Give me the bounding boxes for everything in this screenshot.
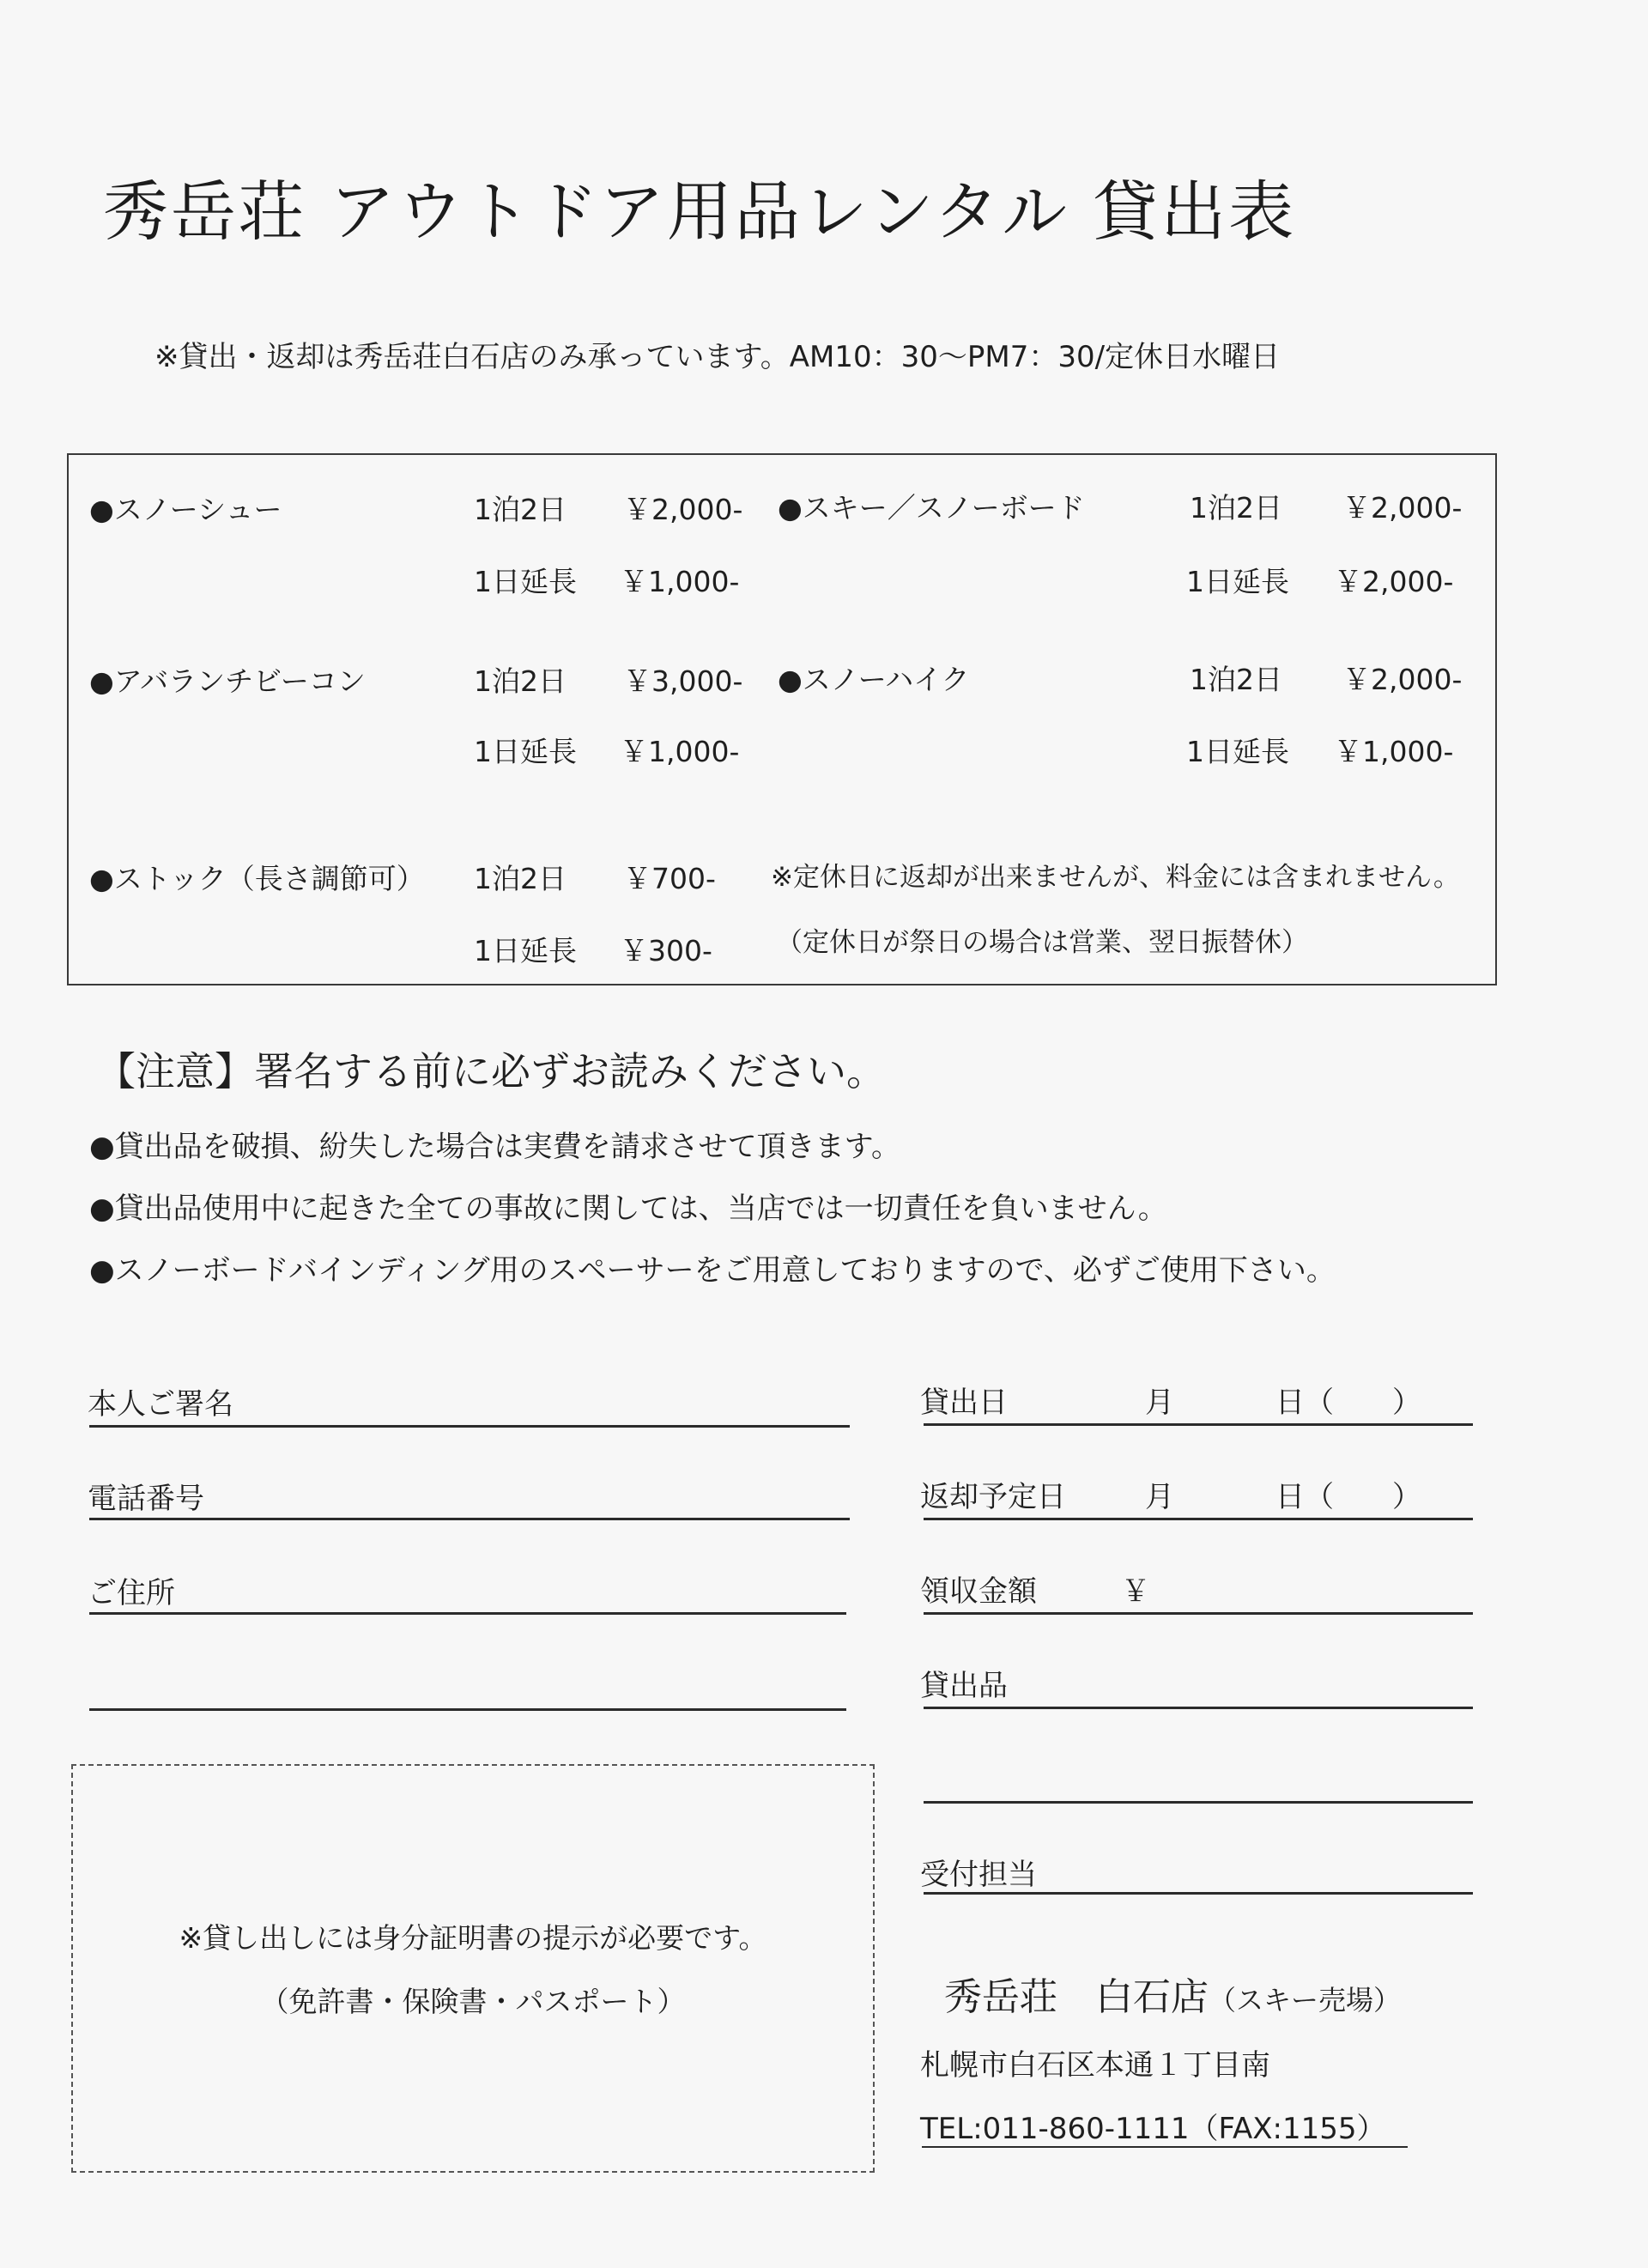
address-line[interactable]: [89, 1612, 846, 1615]
tel-underline: [922, 2146, 1408, 2148]
item-ski-price2: ￥2,000-: [1334, 565, 1454, 598]
staff-line[interactable]: [924, 1892, 1473, 1895]
holiday-note-detail: （定休日が祭日の場合は営業、翌日振替休）: [776, 927, 1308, 958]
item-stock-price2: ￥300-: [620, 934, 712, 967]
caution-item: ●スノーボードバインディング用のスペーサーをご用意しておりますので、必ずご使用下さい。: [89, 1253, 1336, 1288]
rental-items-line-2[interactable]: [924, 1801, 1473, 1804]
rental-items-label: 貸出品: [920, 1669, 1008, 1703]
rental-date-label: 貸出日: [920, 1386, 1008, 1420]
phone-line[interactable]: [89, 1518, 850, 1520]
item-snowshoe-name: ●スノーシュー: [89, 493, 282, 526]
signature-label: 本人ご署名: [88, 1387, 233, 1422]
return-date-line[interactable]: [924, 1518, 1473, 1520]
rental-items-line[interactable]: [924, 1707, 1473, 1709]
shop-dept: （スキー売場）: [1209, 1984, 1402, 2016]
item-beacon-price1: ￥3,000-: [623, 664, 743, 698]
item-stock-period1: 1泊2日: [474, 862, 566, 895]
item-snowshoe-period2: 1日延長: [474, 565, 577, 598]
caution-item: ●貸出品を破損、紛失した場合は実費を請求させて頂きます。: [89, 1130, 900, 1164]
item-stock-period2: 1日延長: [474, 934, 577, 967]
page-title: 秀岳荘 アウトドア用品レンタル 貸出表: [103, 173, 1297, 250]
id-notice: ※貸し出しには身分証明書の提示が必要です。: [179, 1921, 767, 1955]
item-beacon-period2: 1日延長: [474, 735, 577, 768]
item-ski-period2: 1日延長: [1186, 565, 1289, 598]
price-table: [67, 453, 1497, 985]
shop-name: [944, 1966, 1401, 2021]
phone-label: 電話番号: [88, 1482, 204, 1516]
caution-item: ●貸出品使用中に起きた全ての事故に関しては、当店では一切責任を負いません。: [89, 1192, 1167, 1226]
id-documents: （免許書・保険書・パスポート）: [260, 1985, 686, 2018]
item-snowshoe-price1: ￥2,000-: [623, 493, 743, 526]
id-notice-box: [71, 1764, 875, 2173]
item-hike-period2: 1日延長: [1186, 735, 1289, 768]
address-label: ご住所: [88, 1576, 175, 1610]
item-ski-price1: ￥2,000-: [1342, 491, 1463, 525]
yen-symbol: ￥: [1121, 1574, 1150, 1609]
staff-label: 受付担当: [920, 1858, 1037, 1892]
item-stock-price1: ￥700-: [623, 862, 716, 895]
item-snowshoe-price2: ￥1,000-: [620, 565, 740, 598]
caution-title: 【注意】署名する前に必ずお読みください。: [96, 1048, 886, 1095]
item-stock-name: ●ストック（長さ調節可）: [89, 862, 425, 895]
item-ski-period1: 1泊2日: [1190, 491, 1282, 525]
item-hike-price2: ￥1,000-: [1334, 735, 1454, 768]
rental-day-label: 日（ ）: [1275, 1386, 1421, 1420]
amount-label: 領収金額: [920, 1574, 1037, 1609]
store-hours-notice: ※貸出・返却は秀岳荘白石店のみ承っています。AM10：30～PM7：30/定休日水曜日: [154, 340, 1281, 374]
item-beacon-price2: ￥1,000-: [620, 735, 740, 768]
shop-tel: TEL:011-860-1111（FAX:1155）: [920, 2112, 1386, 2146]
item-snowshoe-period1: 1泊2日: [474, 493, 566, 526]
item-beacon-period1: 1泊2日: [474, 664, 566, 698]
item-beacon-name: ●アバランチビーコン: [89, 664, 366, 698]
return-date-label: 返却予定日: [920, 1480, 1066, 1514]
item-hike-name: ●スノーハイク: [778, 663, 970, 696]
shop-name-text: 秀岳荘 白石店: [944, 1975, 1209, 2019]
amount-line[interactable]: [924, 1612, 1473, 1615]
rental-date-line[interactable]: [924, 1423, 1473, 1426]
holiday-note: ※定休日に返却が出来ませんが、料金には含まれません。: [771, 862, 1460, 893]
address-line-2[interactable]: [89, 1708, 846, 1711]
item-ski-name: ●スキー／スノーボード: [778, 491, 1085, 525]
rental-month-label: 月: [1145, 1386, 1174, 1420]
item-hike-period1: 1泊2日: [1190, 663, 1282, 696]
return-month-label: 月: [1145, 1480, 1174, 1514]
return-day-label: 日（ ）: [1275, 1480, 1421, 1514]
signature-line[interactable]: [89, 1425, 850, 1428]
shop-address: 札幌市白石区本通１丁目南: [920, 2048, 1270, 2083]
item-hike-price1: ￥2,000-: [1342, 663, 1463, 696]
